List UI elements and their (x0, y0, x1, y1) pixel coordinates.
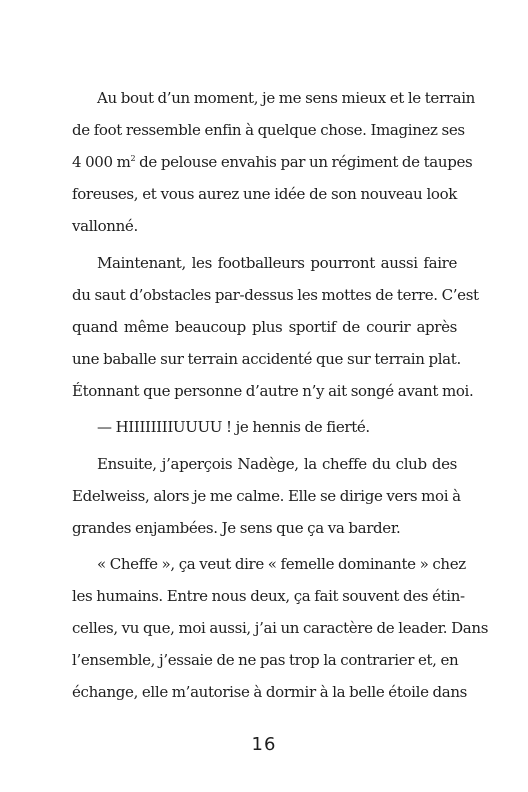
area-value: 4 000 m (72, 153, 131, 171)
text-line: l’ensemble, j’essaie de ne pas trop la contrarier et, en (72, 651, 459, 670)
body-text (72, 82, 489, 713)
paragraph-4 (72, 448, 461, 544)
page-number: 16 (251, 734, 277, 755)
paragraph-5 (72, 548, 489, 708)
text-line: les humains. Entre nous deux, ça fait souvent des étin- (72, 587, 465, 606)
text-line: Étonnant que personne d’autre n’y ait songé avant moi. (72, 381, 474, 400)
text-line: « Cheffe », ça veut dire « femelle dominante » chez (97, 555, 466, 574)
area-rest: de pelouse envahis par un régiment de taupes (135, 153, 473, 171)
text-line: une baballe sur terrain accidenté que sur terrain plat. (72, 349, 461, 368)
text-line: Edelweiss, alors je me calme. Elle se dirige vers moi à (72, 486, 461, 505)
area-exponent: 2 (130, 154, 136, 163)
text-line: Maintenant, les footballeurs pourront aussi faire (97, 253, 457, 272)
text-line: du saut d’obstacles par-dessus les mottes de terre. C’est (72, 285, 479, 304)
text-line: échange, elle m’autorise à dormir à la belle étoile dans (72, 683, 468, 702)
text-line: Au bout d’un moment, je me sens mieux et le terrain (97, 89, 475, 107)
text-line: foreuses, et vous aurez une idée de son nouveau look (72, 185, 457, 203)
text-line: Ensuite, j’aperçois Nadège, la cheffe du club des (97, 454, 457, 473)
paragraph-2 (72, 247, 479, 407)
text-line: grandes enjambées. Je sens que ça va barder. (72, 518, 401, 537)
text-line: de foot ressemble enfin à quelque chose. Imaginez ses (72, 121, 465, 139)
text-line: quand même beaucoup plus sportif de courir après (72, 317, 457, 336)
text-line: — HIIIIIIIIUUUU ! je hennis de fierté. (97, 418, 370, 437)
text-line: celles, vu que, moi aussi, j’ai un caractère de leader. Dans (72, 619, 489, 638)
text-line: vallonné. (72, 217, 138, 235)
paragraph-3 (72, 411, 457, 443)
paragraph-1 (72, 82, 475, 242)
text-line-area (72, 146, 473, 178)
